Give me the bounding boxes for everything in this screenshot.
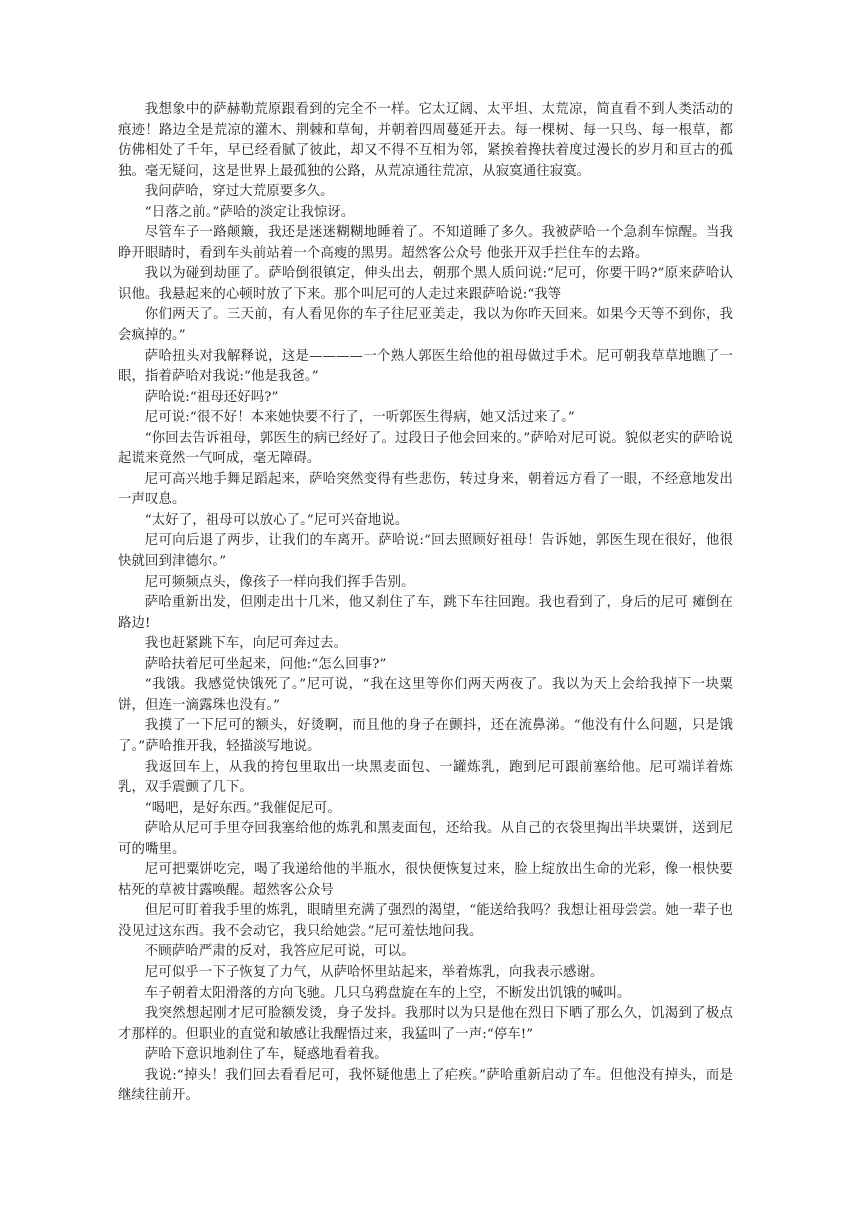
paragraph: “我饿。我感觉快饿死了。”尼可说，“我在这里等你们两天两夜了。我以为天上会给我掉下一块粟饼，但连一滴露珠也没有。” [118, 677, 733, 713]
paragraph: 我突然想起刚才尼可脸额发烫，身子发抖。我那时以为只是他在烈日下晒了那么久，饥渴到了极点才那样的。但职业的直觉和敏感让我醒悟过来，我猛叫了一声:“停车!” [118, 1006, 733, 1042]
paragraph: 我想象中的萨赫勒荒原跟看到的完全不一样。它太辽阔、太平坦、太荒凉，简直看不到人类活动的痕迹！路边全是荒凉的灌木、荆棘和草甸，并朝着四周蔓延开去。每一棵树、每一只鸟、每一根草，都仿佛相处了千年，早已经看腻了彼此，却又不得不互相为邻，紧挨着搀扶着度过漫长的岁月和亘古的孤独。毫无疑问，这是世界上最孤独的公路，从荒凉通往荒凉，从寂寞通往寂寞。 [118, 102, 733, 179]
paragraph: 我说:“掉头！我们回去看看尼可，我怀疑他患上了疟疾。”萨哈重新启动了车。但他没有掉头，而是继续往前开。 [118, 1067, 733, 1104]
paragraph: 我以为碰到劫匪了。萨哈倒很镇定，伸头出去，朝那个黑人质问说:“尼可，你要干吗?”原来萨哈认识他。我悬起来的心顿时放了下来。那个叫尼可的人走过来跟萨哈说:“我等 [118, 266, 733, 302]
paragraph: “喝吧，是好东西。”我催促尼可。 [144, 800, 341, 816]
paragraph: 我返回车上，从我的挎包里取出一块黑麦面包、一罐炼乳，跑到尼可跟前塞给他。尼可端详着炼乳，双手震颤了几下。 [118, 759, 733, 796]
paragraph: 尼可向后退了两步，让我们的车离开。萨哈说:“回去照顾好祖母！告诉她，郭医生现在很好，他很快就回到津德尔。” [118, 533, 733, 570]
paragraph: 萨哈从尼可手里夺回我塞给他的炼乳和黑麦面包，还给我。从自己的衣袋里掏出半块粟饼，送到尼可的嘴里。 [118, 821, 733, 857]
paragraph: 萨哈说:“祖母还好吗?” [144, 389, 279, 405]
paragraph: “太好了，祖母可以放心了。”尼可兴奋地说。 [144, 512, 409, 528]
paragraph: 尼可说:“很不好！本来她快要不行了，一听郭医生得病，她又活过来了。” [144, 410, 575, 426]
paragraph: 萨哈扶着尼可坐起来，问他:“怎么回事?” [144, 656, 387, 672]
paragraph: 萨哈扭头对我解释说，这是————一个熟人郭医生给他的祖母做过手术。尼可朝我草草地瞧了一眼，指着萨哈对我说:“他是我爸。” [118, 348, 733, 385]
paragraph: 我问萨哈，穿过大荒原要多久。 [144, 184, 334, 200]
paragraph: 但尼可盯着我手里的炼乳，眼睛里充满了强烈的渴望，“能送给我吗？我想让祖母尝尝。她一辈子也没见过这东西。我不会动它，我只给她尝。”尼可羞怯地问我。 [118, 903, 733, 939]
paragraph: “你回去告诉祖母，郭医生的病已经好了。过段日子他会回来的。”萨哈对尼可说。貌似老实的萨哈说起谎来竟然一气呵成，毫无障碍。 [118, 430, 733, 467]
paragraph: 我也赶紧跳下车，向尼可奔过去。 [144, 636, 348, 652]
paragraph: 萨哈重新出发，但刚走出十几米，他又刹住了车，跳下车往回跑。我也看到了，身后的尼可 瘫倒在路边! [118, 595, 733, 631]
paragraph: 尼可高兴地手舞足蹈起来，萨哈突然变得有些悲伤，转过身来，朝着远方看了一眼，不经意地发出一声叹息。 [118, 471, 733, 508]
paragraph: 不顾萨哈严肃的反对，我答应尼可说，可以。 [144, 944, 415, 960]
paragraph: 车子朝着太阳滑落的方向飞驰。几只乌鸦盘旋在车的上空，不断发出饥饿的喊叫。 [144, 985, 631, 1001]
paragraph: 萨哈下意识地刹住了车，疑惑地看着我。 [144, 1047, 388, 1063]
paragraph: 尼可似乎一下子恢复了力气，从萨哈怀里站起来，举着炼乳，向我表示感谢。 [144, 964, 604, 980]
document-body [118, 100, 733, 1107]
paragraph: 尼可把粟饼吃完，喝了我递给他的半瓶水，很快便恢复过来，脸上绽放出生命的光彩，像一根快要枯死的草被甘露唤醒。超然客公众号 [118, 862, 733, 898]
paragraph: 我摸了一下尼可的额头，好烫啊，而且他的身子在颤抖，还在流鼻涕。“他没有什么问题，只是饿了。”萨哈推开我，轻描淡写地说。 [118, 718, 733, 754]
paragraph: 尼可频频点头，像孩子一样向我们挥手告别。 [144, 574, 415, 590]
paragraph: 尽管车子一路颠簸，我还是迷迷糊糊地睡着了。不知道睡了多久。我被萨哈一个急刹车惊醒。当我睁开眼睛时，看到车头前站着一个高瘦的黑男。超然客公众号 他张开双手拦住车的去路。 [118, 225, 733, 261]
paragraph: “日落之前。”萨哈的淡定让我惊讶。 [144, 204, 355, 220]
paragraph: 你们两天了。三天前，有人看见你的车子往尼亚美走，我以为你昨天回来。如果今天等不到你，我会疯掉的。” [118, 307, 733, 344]
